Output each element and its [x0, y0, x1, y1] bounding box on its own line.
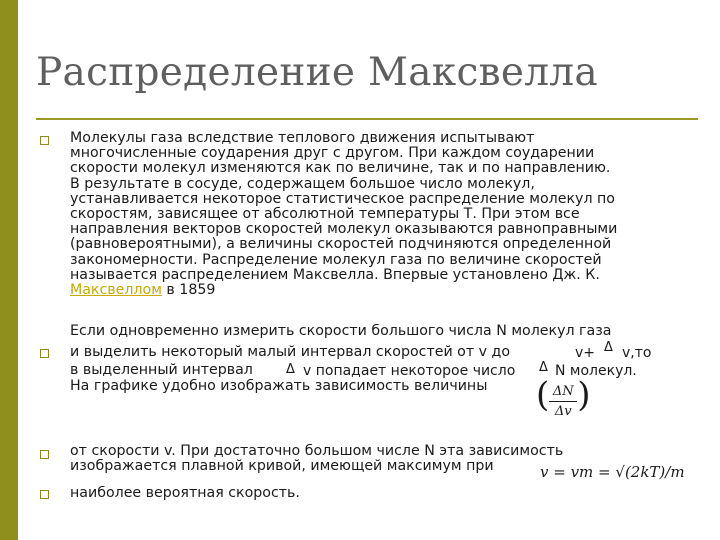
text-segment: N молекул.: [555, 363, 637, 379]
left-paren: (: [536, 375, 550, 415]
paragraph-2-line-3: [70, 363, 270, 378]
paragraph-1: [70, 131, 685, 298]
fraction-bar: [549, 401, 577, 402]
bullet-4: [40, 490, 49, 499]
paragraph-2-line-4: [70, 379, 540, 394]
paragraph-line: наиболее вероятная скорость.: [70, 486, 300, 501]
maxwell-link[interactable]: Максвеллом: [70, 282, 162, 298]
accent-sidebar-bar: [0, 0, 18, 540]
title-underline: [36, 118, 698, 120]
delta-symbol: Δ: [539, 360, 548, 375]
paragraph-4: [70, 486, 685, 501]
bullet-2: [40, 349, 49, 358]
v-plus-text: v+: [575, 345, 596, 361]
paragraph-line: направления векторов скоростей молекул оказываются равноправными: [70, 222, 618, 238]
paragraph-line: называется распределением Максвелла. Впервые установлено Дж. К.: [70, 267, 600, 283]
paragraph-line: скорости молекул изменяются как по величине, так и по направлению.: [70, 161, 611, 177]
most-probable-speed-formula: v = vm = √(2kT)/m: [540, 463, 685, 481]
bullet-1: [40, 136, 49, 145]
paragraph-line: [70, 283, 685, 298]
year-text: в 1859: [161, 282, 216, 298]
paragraph-2: [70, 324, 685, 339]
fraction-denominator: Δv: [554, 404, 572, 419]
delta-symbol: Δ: [286, 362, 295, 377]
slide-title: Распределение Максвелла: [36, 50, 598, 95]
paragraph-line: изображается плавной кривой, имеющей максимум при: [70, 459, 494, 475]
paragraph-line: от скорости v. При достаточно большом числе N эта зависимость: [70, 444, 564, 459]
paragraph-line: скоростям, зависящее от абсолютной температуры Т. При этом все: [70, 206, 580, 222]
text-segment: v попадает некоторое число: [303, 363, 516, 379]
paragraph-line: в выделенный интервал: [70, 363, 253, 378]
paragraph-line: Молекулы газа вследствие теплового движения испытывают: [70, 131, 535, 146]
paragraph-line: На графике удобно изображать зависимость величины: [70, 379, 488, 394]
right-paren: ): [577, 375, 591, 415]
paragraph-line: многочисленные соударения друг с другом. При каждом соударении: [70, 146, 595, 162]
bullet-3: [40, 450, 49, 459]
fraction-numerator: ΔN: [552, 384, 574, 399]
paragraph-line: Если одновременно измерить скорости большого числа N молекул газа: [70, 324, 612, 339]
paragraph-line: устанавливается некоторое статистическое распределение молекул по: [70, 191, 615, 207]
text-segment: и выделить некоторый малый интервал скоростей от v до: [70, 345, 511, 360]
paragraph-2-line-2: [70, 345, 710, 360]
delta-n-over-delta-v-formula: [536, 375, 591, 419]
paragraph-line: [70, 345, 710, 360]
paragraph-line: закономерности. Распределение молекул газа по величине скоростей: [70, 252, 602, 268]
v-to-text: v,то: [622, 345, 652, 361]
delta-symbol: Δ: [604, 340, 613, 355]
paragraph-line: В результате в сосуде, содержащем большое число молекул,: [70, 176, 535, 192]
paragraph-line: (равновероятными), а величины скоростей подчиняются определенной: [70, 237, 612, 253]
fraction: [549, 384, 577, 419]
